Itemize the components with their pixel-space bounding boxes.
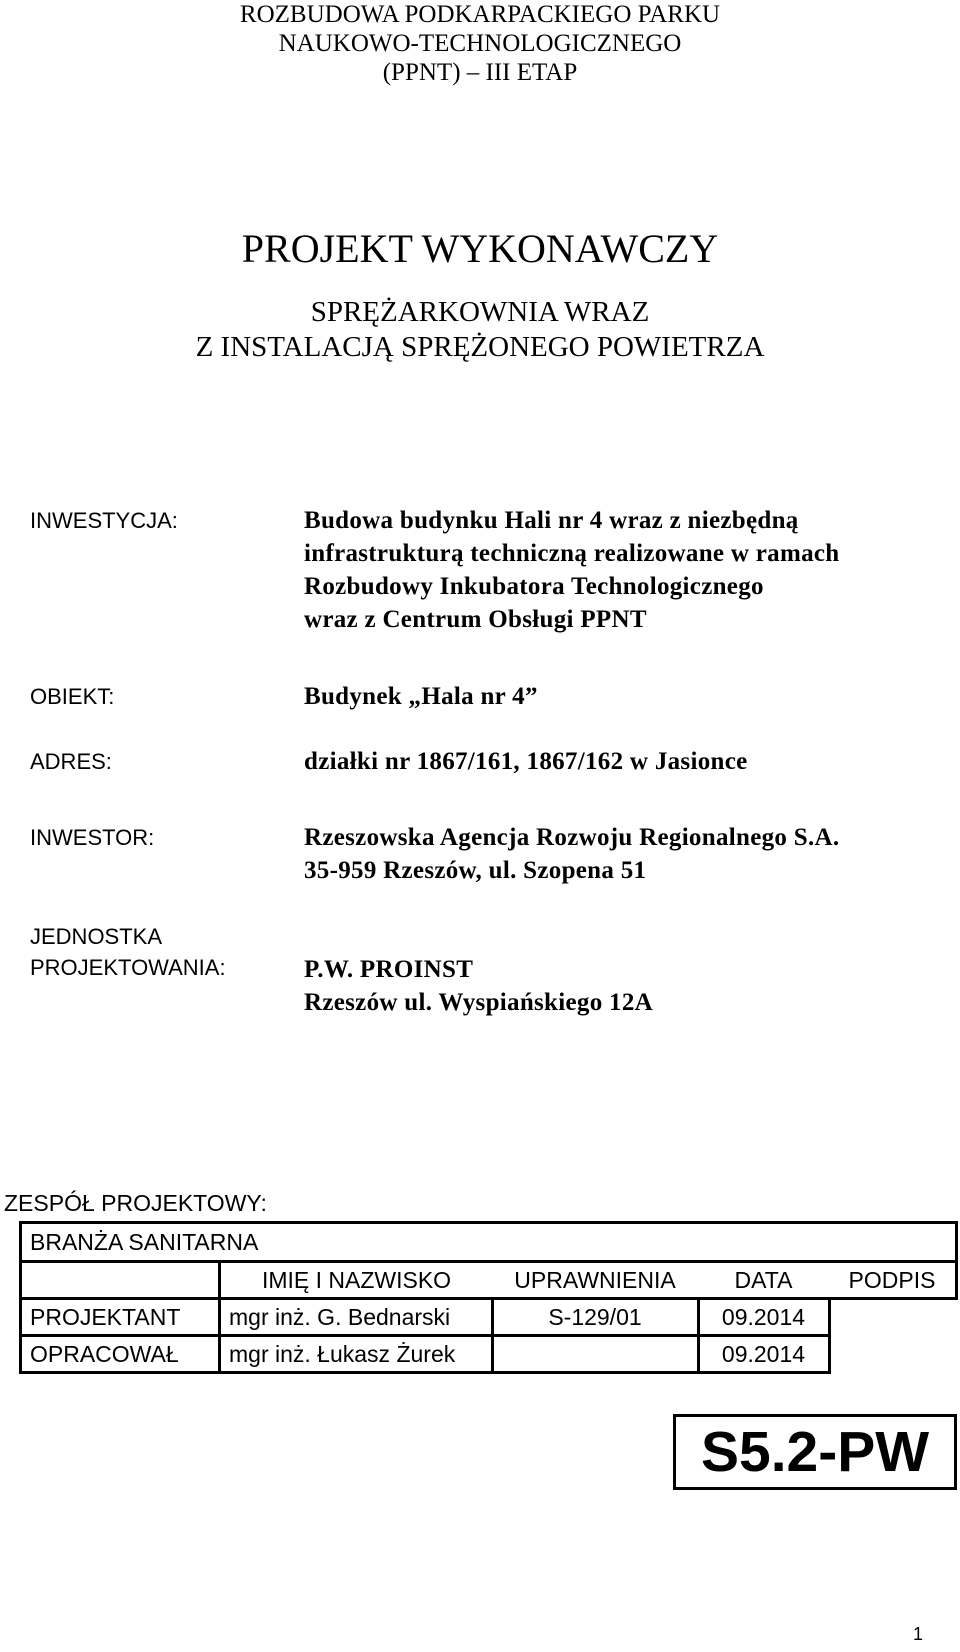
investor-label: INWESTOR: (30, 825, 155, 850)
address-value: działki nr 1867/161, 1867/162 w Jasionce (304, 748, 748, 775)
design-unit-line-2: Rzeszów ul. Wyspiańskiego 12A (304, 989, 654, 1016)
row-signature (829, 1336, 957, 1373)
investment-line-4: wraz z Centrum Obsługi PPNT (304, 606, 647, 633)
team-table (19, 1221, 958, 1374)
investment-line-2: infrastrukturą techniczną realizowane w ramach (304, 540, 840, 567)
investment-line-1: Budowa budynku Hali nr 4 wraz z niezbędną (304, 507, 799, 534)
row-name: mgr inż. Łukasz Żurek (220, 1336, 493, 1373)
design-unit-line-1: P.W. PROINST (304, 956, 474, 983)
row-role: PROJEKTANT (21, 1299, 220, 1336)
row-date: 09.2014 (698, 1299, 829, 1336)
header-line-3: (PPNT) – III ETAP (382, 59, 578, 86)
object-value: Budynek „Hala nr 4” (304, 683, 538, 710)
header-line-1: ROZBUDOWA PODKARPACKIEGO PARKU (239, 1, 721, 28)
investor-line-1: Rzeszowska Agencja Rozwoju Regionalnego S.A. (304, 824, 840, 851)
row-role: OPRACOWAŁ (21, 1336, 220, 1373)
row-license (492, 1336, 698, 1373)
header-line-2: NAUKOWO-TECHNOLOGICZNEGO (278, 30, 682, 57)
table-header-role (21, 1262, 220, 1299)
document-code: S5.2-PW (673, 1414, 957, 1490)
table-row (21, 1336, 957, 1373)
design-unit-label-2: PROJEKTOWANIA: (30, 955, 226, 980)
subject-line-2: Z INSTALACJĄ SPRĘŻONEGO POWIETRZA (195, 331, 765, 363)
investment-label: INWESTYCJA: (30, 508, 178, 533)
investment-line-3: Rozbudowy Inkubatora Technologicznego (304, 573, 764, 600)
table-header-name: IMIĘ I NAZWISKO (220, 1262, 493, 1299)
row-name: mgr inż. G. Bednarski (220, 1299, 493, 1336)
project-type-title: PROJEKT WYKONAWCZY (241, 226, 719, 271)
address-label: ADRES: (30, 749, 112, 774)
table-header-signature: PODPIS (829, 1262, 957, 1299)
row-signature (829, 1299, 957, 1336)
subject-line-1: SPRĘŻARKOWNIA WRAZ (310, 296, 650, 328)
row-date: 09.2014 (698, 1336, 829, 1373)
investor-line-2: 35-959 Rzeszów, ul. Szopena 51 (304, 857, 647, 884)
team-header-row (21, 1262, 957, 1299)
row-license: S-129/01 (492, 1299, 698, 1336)
page-number: 1 (913, 1624, 924, 1644)
design-unit-label-1: JEDNOSTKA (30, 924, 163, 949)
table-row (21, 1299, 957, 1336)
table-header-date: DATA (698, 1262, 829, 1299)
table-header-license: UPRAWNIENIA (492, 1262, 698, 1299)
team-title: ZESPÓŁ PROJEKTOWY: (4, 1190, 267, 1216)
team-branch: BRANŻA SANITARNA (21, 1223, 957, 1262)
team-branch-row (21, 1223, 957, 1262)
object-label: OBIEKT: (30, 684, 115, 709)
